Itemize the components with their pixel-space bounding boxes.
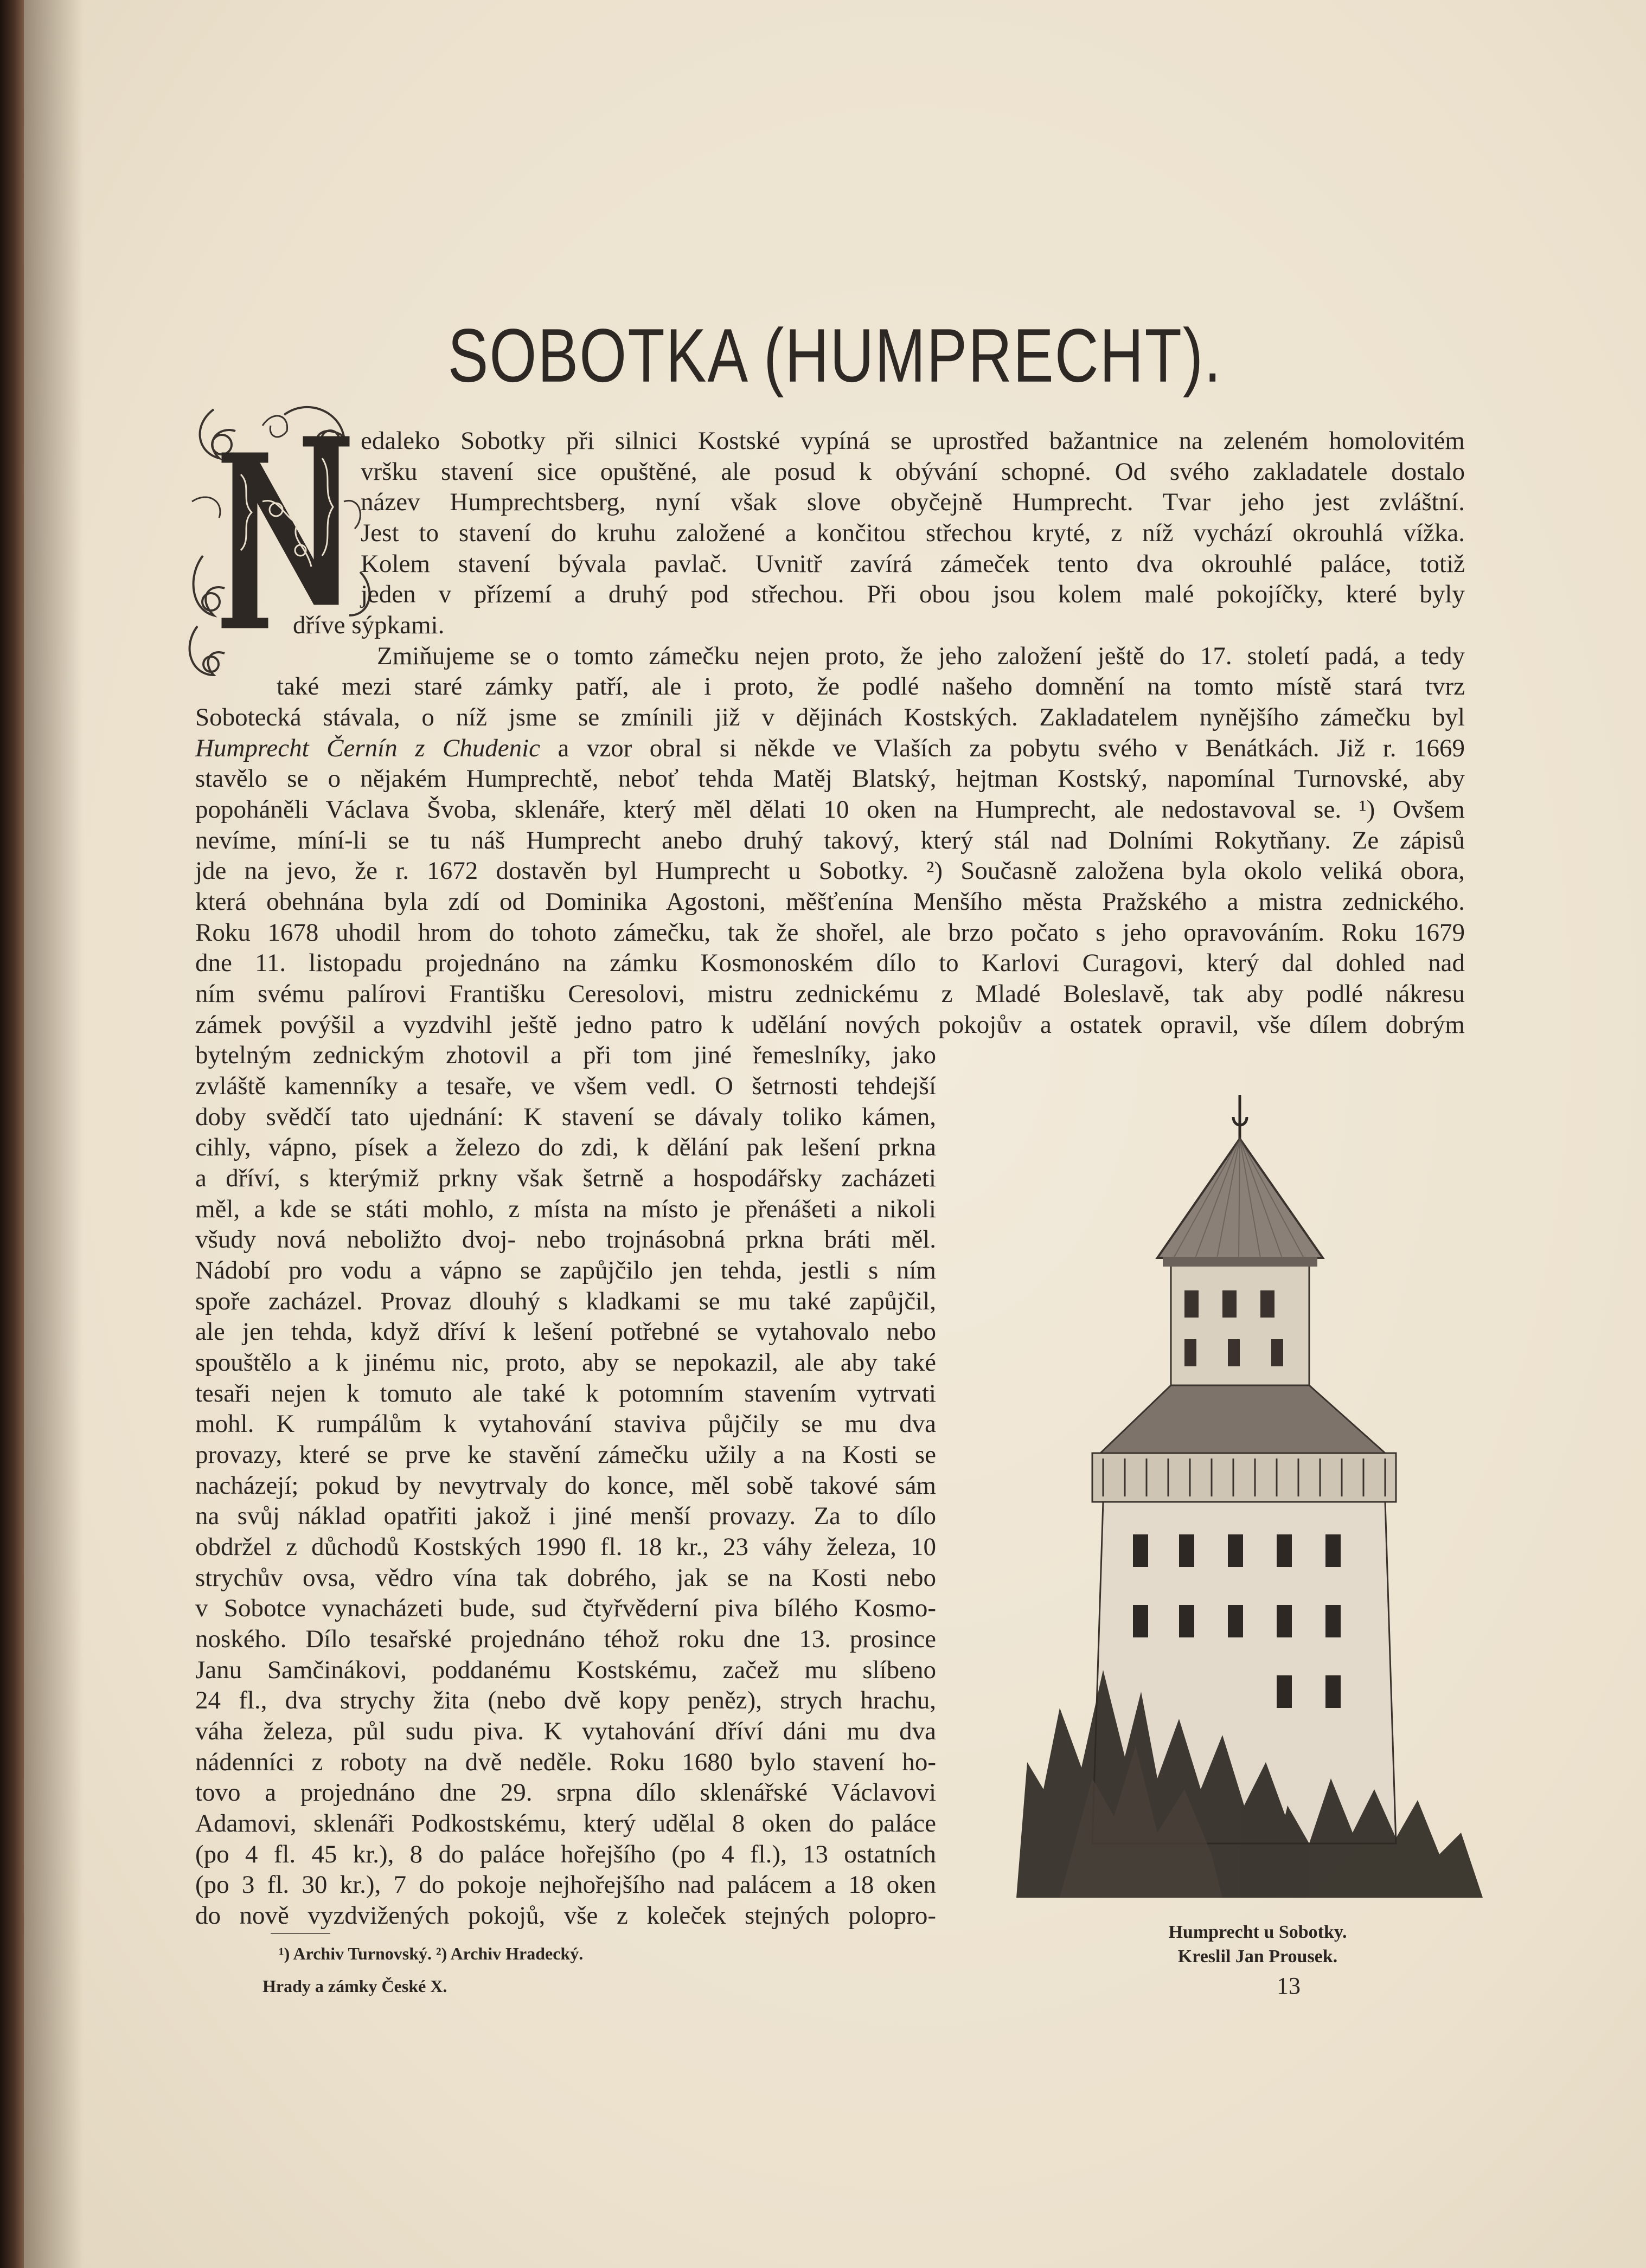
text-line: Zmiňujeme se o tomto zámečku nejen proto, že jeho založení ještě do 17. století padá, a tedy [377,642,1465,670]
text-line: nádenníci z roboty na dvě neděle. Roku 1680 bylo stavení ho- [195,1748,936,1776]
text-line: Janu Samčinákovi, poddanému Kostskému, začež mu slíbeno [195,1656,936,1684]
text-line: nevíme, míní-li se tu náš Humprecht anebo druhý takový, který stál nad Dolními Rokytňany. Ze zápisů [195,826,1465,854]
text-line: také mezi staré zámky patří, ale i proto, že podlé našeho domnění na tomto místě stará tvrz [277,672,1465,701]
text-line: 24 fl., dva strychy žita (nebo dvě kopy peněz), strych hrachu, [195,1686,936,1714]
text-line: stavělo se o nějakém Humprechtě, neboť tehda Matěj Blatský, hejtman Kostský, napomínal Turnovské, aby [195,764,1465,793]
text-line: (po 4 fl. 45 kr.), 8 do paláce hořejšího (po 4 fl.), 13 ostatních [195,1840,936,1868]
text-line: Roku 1678 uhodil hrom do tohoto zámečku, tak že shořel, ale brzo počato s jeho opravováním. Roku 1679 [195,918,1465,947]
text-line: ale jen tehda, když dříví k lešení potřebné se vytahovalo nebo [195,1318,936,1346]
figure-caption-title: Humprecht u Sobotky. [1168,1922,1347,1942]
ornamental-initial-letter [181,393,385,694]
text-line: jde na jevo, že r. 1672 dostavěn byl Humprecht u Sobotky. ²) Současně založena byla okolo veliká obora, [195,857,1465,885]
text-line: spouštělo a k jinému nic, proto, aby se nepokazil, ale aby také [195,1348,936,1377]
text-line: do nově vyzdvižených pokojů, vše z koleček stejných polopro- [195,1901,936,1930]
text-line: všudy nová neboližto dvoj- nebo trojnásobná prkna bráti měl. [195,1225,936,1254]
text-line: název Humprechtsberg, nyní však slove obyčejně Humprecht. Tvar jeho jest zvláštní. [361,488,1465,516]
text-line: na svůj náklad opatřiti jakož i jiné menší provazy. Za to dílo [195,1502,936,1530]
page-title: SOBOTKA (HUMPRECHT). [447,313,1222,398]
text-line: zámek povýšil a vyzdvihl ještě jedno patro k udělání nových pokojův a ostatek opravil, vše dílem dobrým [195,1011,1465,1039]
book-page [24,0,1646,2268]
text-line: mohl. K rumpálům k vytahování staviva půjčily se mu dva [195,1410,936,1438]
text-line: bytelným zednickým zhotovil a při tom jiné řemeslníky, jako [195,1041,936,1069]
footnotes: ¹) Archiv Turnovský. ²) Archiv Hradecký. [279,1944,584,1963]
text-line: zvláště kamenníky a tesaře, ve všem vedl. O šetrnosti tehdejší [195,1072,936,1100]
figure-caption-credit: Kreslil Jan Prousek. [1177,1946,1338,1967]
text-line: Kolem stavení bývala pavlač. Uvnitř zavírá zámeček tento dva okrouhlé paláce, totiž [361,550,1465,578]
text-line: dříve sýpkami. [293,611,445,639]
text-line: dne 11. listopadu projednáno na zámku Kosmonoském dílo to Karlovi Curagovi, který dal dohled nad [195,949,1465,977]
text-line: tovo a projednáno dne 29. srpna dílo sklenářské Václavovi [195,1778,936,1807]
text-line: tesaři nejen k tomuto ale také k potomním stavením vytrvati [195,1379,936,1408]
text-line: měl, a kde se státi mohlo, z místa na místo je přenášeti a nikoli [195,1195,936,1223]
text-line: Sobotecká stávala, o níž jsme se zmínili již v dějinách Kostských. Zakladatelem nynějšího zámečku byl [195,703,1465,731]
tower-illustration [995,1084,1504,1914]
page-number: 13 [1277,1973,1301,1999]
text-line: váha železa, půl sudu piva. K vytahování dříví dáni mu dva [195,1717,936,1745]
text-line [195,736,1465,761]
text-line: (po 3 fl. 30 kr.), 7 do pokoje nejhořejšího nad palácem a 18 oken [195,1871,936,1899]
text-line: jeden v přízemí a druhý pod střechou. Při obou jsou kolem malé pokojíčky, které byly [361,580,1465,608]
text-line: spoře zacházel. Provaz dlouhý s kladkami se mu také zapůjčil, [195,1287,936,1315]
text-line: která obehnána byla zdí od Dominika Agostoni, měšťenína Menšího města Pražského a mistra zednického. [195,888,1465,916]
text-line: Adamovi, sklenáři Podkostskému, který udělal 8 oken do paláce [195,1809,936,1837]
text-line: a dříví, s kterýmiž prkny však šetrně a hospodářsky zacházeti [195,1164,936,1192]
text-line: cihly, vápno, písek a železo do zdi, k dělání pak lešení prkna [195,1133,936,1161]
text-line-rest: a vzor obral si někde ve Vlaších za pobytu svého v Benátkách. Již r. 1669 [540,734,1465,762]
text-line: Jest to stavení do kruhu založené a končitou střechou kryté, z níž vychází okrouhlá vížka. [361,519,1465,547]
text-line: vršku stavení sice opuštěné, ale posud k obývání schopné. Od svého zakladatele dostalo [361,458,1465,486]
text-line: Nádobí pro vodu a vápno se zapůjčilo jen tehda, jestli s ním [195,1256,936,1284]
text-line: strychův ovsa, vědro vína tak dobrého, jak se na Kosti nebo [195,1564,936,1592]
text-line: v Sobotce vynacházeti bude, sud čtyřvěderní piva bílého Kosmo- [195,1594,936,1622]
text-line: noského. Dílo tesařské projednáno téhož roku dne 13. prosince [195,1625,936,1653]
italic-name: Humprecht Černín z Chudenic [195,734,541,762]
signature-mark: Hrady a zámky České X. [262,1976,447,1996]
book-binding [0,0,24,2268]
footnote-rule [271,1933,330,1934]
text-line: provazy, které se prve ke stavění zámečku užily a na Kosti se [195,1441,936,1469]
text-line: doby svědčí tato ujednání: K stavení se dávaly toliko kámen, [195,1103,936,1131]
text-line: edaleko Sobotky při silnici Kostské vypíná se uprostřed bažantnice na zeleném homolovitém [361,427,1465,455]
text-line: ním svému palírovi Františku Ceresolovi, mistru zednickému z Mladé Boleslavě, tak aby podlé nákresu [195,980,1465,1008]
text-line: popoháněli Václava Švoba, sklenáře, který měl dělati 10 oken na Humprecht, ale nedostavoval se. ¹) Ovšem [195,795,1465,824]
text-line: obdržel z důchodů Kostských 1990 fl. 18 kr., 23 váhy železa, 10 [195,1533,936,1561]
text-line: nacházejí; pokud by nevytrvaly do konce, měl sobě takové sám [195,1472,936,1500]
